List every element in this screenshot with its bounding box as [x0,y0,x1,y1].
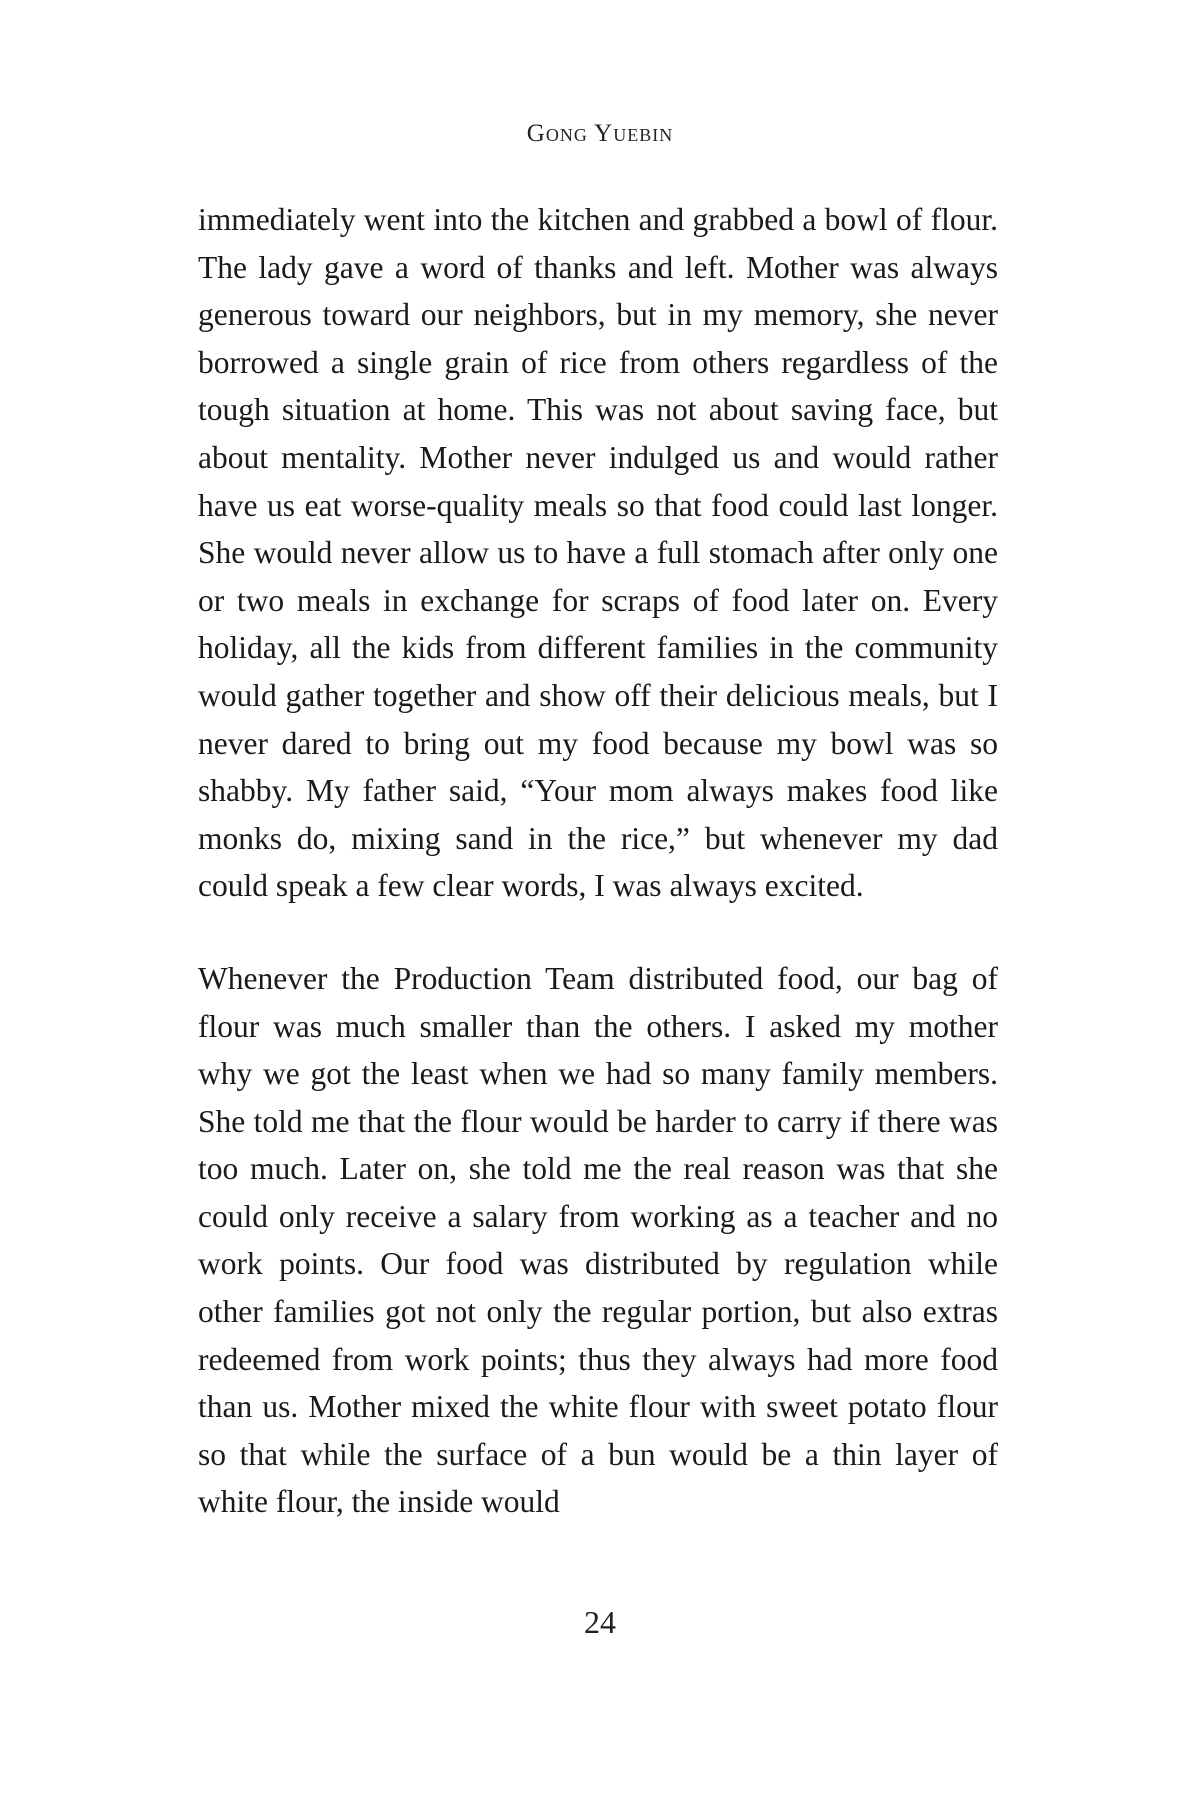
paragraph-2: Whenever the Production Team distributed food, our bag of flour was much smaller than the others. I asked my mother why we got the least when we had so many family members. She told me that the flour would be harder to carry if there was too much. Later on, she told me the real reason was that she could only receive a salary from working as a teacher and no work points. Our food was distributed by regulation while other families got not only the regular portion, but also extras redeemed from work points; thus they always had more food than us. Mother mixed the white flour with sweet potato flour so that while the surface of a bun would be a thin layer of white flour, the inside would [198,960,998,1520]
body-text [198,196,998,1526]
running-head: Gong Yuebin [526,120,674,147]
paragraph-1: immediately went into the kitchen and grabbed a bowl of flour. The lady gave a word of thanks and left. Mother was always generous toward our neighbors, but in my memory, she never borrowed a single grain of rice from others regardless of the tough situation at home. This was not about saving face, but about mentality. Mother never indulged us and would rather have us eat worse-quality meals so that food could last longer. She would never allow us to have a full stomach after only one or two meals in exchange for scraps of food later on. Every holiday, all the kids from different families in the community would gather together and show off their delicious meals, but I never dared to bring out my food because my bowl was so shabby. My father said, “Your mom always makes food like monks do, mixing sand in the rice,” but whenever my dad could speak a few clear words, I was always excited. [198,202,998,904]
page-number: 24 [584,1604,616,1640]
